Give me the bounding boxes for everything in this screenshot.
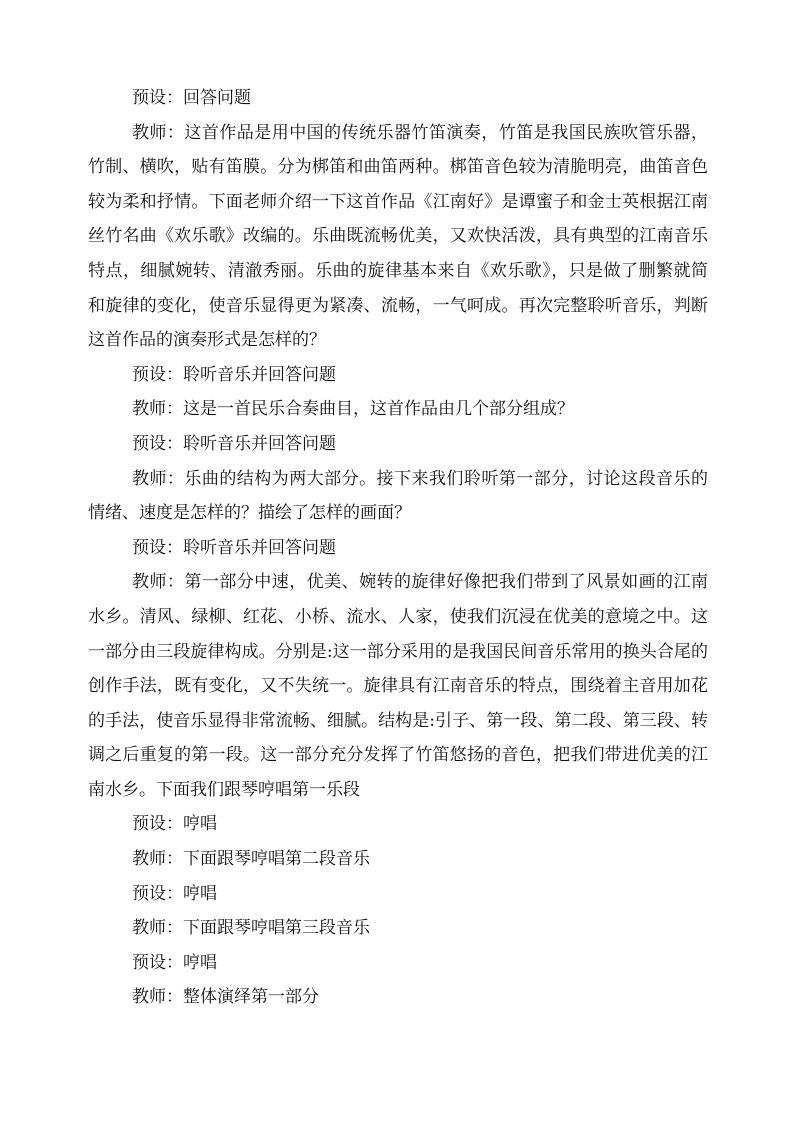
paragraph bbox=[88, 116, 708, 358]
paragraph-text: 哼唱 bbox=[183, 952, 217, 973]
paragraph bbox=[88, 565, 708, 807]
speaker-label: 教师： bbox=[132, 849, 183, 870]
paragraph bbox=[88, 427, 708, 462]
paragraph-text: 聆听音乐并回答问题 bbox=[183, 433, 336, 454]
paragraph-text: 下面跟琴哼唱第三段音乐 bbox=[183, 918, 370, 939]
paragraph-text: 哼唱 bbox=[183, 883, 217, 904]
speaker-label: 教师： bbox=[132, 468, 185, 489]
paragraph-text: 回答问题 bbox=[183, 88, 251, 108]
paragraph-text: 聆听音乐并回答问题 bbox=[183, 537, 336, 558]
document-body bbox=[88, 81, 708, 1015]
paragraph bbox=[88, 911, 708, 946]
paragraph bbox=[88, 946, 708, 981]
paragraph bbox=[88, 980, 708, 1015]
speaker-label: 预设： bbox=[132, 88, 183, 108]
paragraph-text: 整体演绎第一部分 bbox=[183, 987, 319, 1008]
speaker-label: 教师： bbox=[132, 399, 183, 420]
paragraph-text: 这是一首民乐合奏曲目，这首作品由几个部分组成？ bbox=[183, 399, 574, 420]
paragraph-text: 第一部分中速，优美、婉转的旋律好像把我们带到了风景如画的江南水乡。清风、绿柳、红花、小桥、流水、人家，使我们沉浸在优美的意境之中。这一部分由三段旋律构成。分别是:这一部分采用的是我国民间音乐常用的换头合尾的创作手法，既有变化，又不失统一。旋律具有江南音乐的特点，围绕着主音用加花的手法，使音乐显得非常流畅、细腻。结构是:引子、第一段、第二段、第三段、转调之后重复的第一段。这一部分充分发挥了竹笛悠扬的音色，把我们带进优美的江南水乡。下面我们跟琴哼唱第一乐段 bbox=[88, 572, 708, 800]
paragraph bbox=[88, 358, 708, 393]
speaker-label: 教师： bbox=[132, 987, 183, 1008]
paragraph bbox=[88, 392, 708, 427]
speaker-label: 教师： bbox=[132, 572, 185, 593]
paragraph bbox=[88, 531, 708, 566]
paragraph-text: 哼唱 bbox=[183, 814, 217, 835]
paragraph bbox=[88, 81, 708, 116]
speaker-label: 预设： bbox=[132, 883, 183, 904]
paragraph bbox=[88, 462, 708, 531]
paragraph-text: 下面跟琴哼唱第二段音乐 bbox=[183, 849, 370, 870]
speaker-label: 预设： bbox=[132, 537, 183, 558]
speaker-label: 预设： bbox=[132, 364, 183, 385]
paragraph-text: 聆听音乐并回答问题 bbox=[183, 364, 336, 385]
paragraph bbox=[88, 877, 708, 912]
speaker-label: 预设： bbox=[132, 952, 183, 973]
paragraph-text: 乐曲的结构为两大部分。接下来我们聆听第一部分，讨论这段音乐的情绪、速度是怎样的？描绘了怎样的画面？ bbox=[88, 468, 708, 524]
paragraph bbox=[88, 842, 708, 877]
paragraph-text: 这首作品是用中国的传统乐器竹笛演奏，竹笛是我国民族吹管乐器，竹制、横吹，贴有笛膜。分为梆笛和曲笛两种。梆笛音色较为清脆明亮，曲笛音色较为柔和抒情。下面老师介绍一下这首作品《江南好》是谭蜜子和金士英根据江南丝竹名曲《欢乐歌》改编的。乐曲既流畅优美，又欢快活泼，具有典型的江南音乐特点，细腻婉转、清澈秀丽。乐曲的旋律基本来自《欢乐歌》，只是做了删繁就简和旋律的变化，使音乐显得更为紧凑、流畅，一气呵成。再次完整聆听音乐，判断这首作品的演奏形式是怎样的？ bbox=[88, 122, 708, 351]
speaker-label: 预设： bbox=[132, 814, 183, 835]
paragraph bbox=[88, 807, 708, 842]
speaker-label: 教师： bbox=[132, 918, 183, 939]
speaker-label: 预设： bbox=[132, 433, 183, 454]
speaker-label: 教师： bbox=[132, 122, 185, 143]
